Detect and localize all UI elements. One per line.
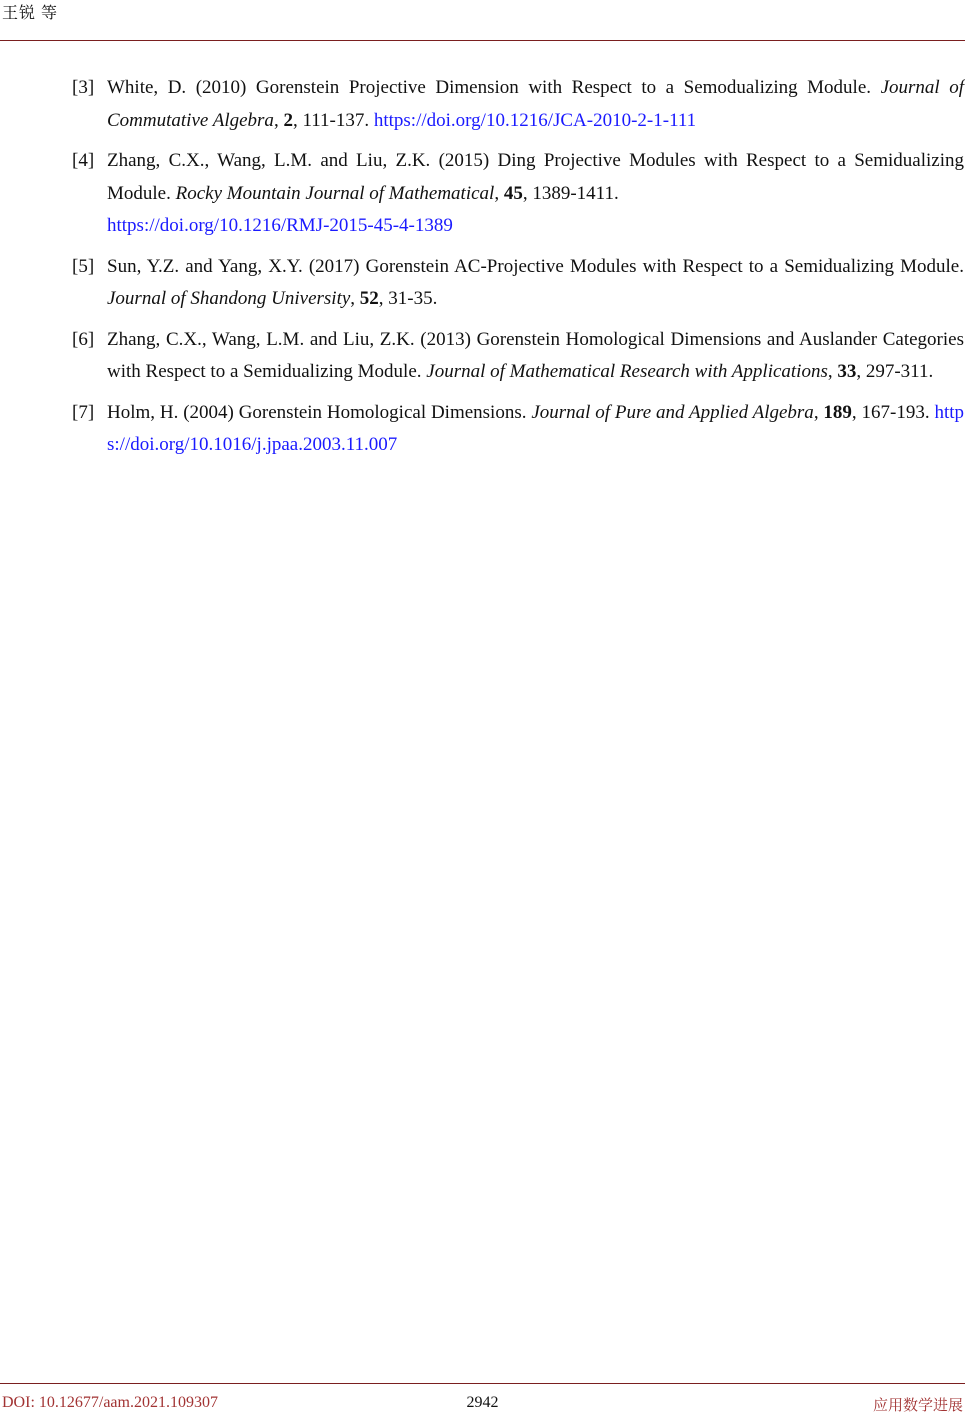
page-header: [0, 0, 965, 41]
footer-doi: DOI: 10.12677/aam.2021.109307: [2, 1394, 218, 1411]
reference-item: [7] Holm, H. (2004) Gorenstein Homological Dimensions. Journal of Pure and Applied Algebra, 189, 167-193. https://doi.org/10.1016/j.jpaa.2003.11.007: [72, 397, 964, 462]
reference-item: [3] White, D. (2010) Gorenstein Projective Dimension with Respect to a Semodualizing Module. Journal of Commutative Algebra, 2, 111-137. https://doi.org/10.1216/JCA-2010-2-1-111: [72, 72, 964, 137]
reference-volume: 45: [503, 182, 523, 204]
page-number: 2942: [466, 1394, 499, 1411]
reference-pages: , 111-137.: [292, 109, 370, 131]
reference-number: [3]: [72, 77, 95, 98]
reference-item: [6] Zhang, C.X., Wang, L.M. and Liu, Z.K. (2013) Gorenstein Homological Dimensions and Auslander Categories with Respect to a Semidualizing Module. Journal of Mathematical Research with Applications, 33, 297-311.: [72, 324, 964, 389]
reference-authors: Zhang, C.X., Wang, L.M. and Liu, Z.K. (2015) Ding Projective Modules with Respect to a Semidualizing Module.: [107, 150, 964, 204]
reference-doi-link[interactable]: https://doi.org/10.1216/JCA-2010-2-1-111: [373, 109, 697, 131]
reference-doi-link[interactable]: https://doi.org/10.1016/j.jpaa.2003.11.007: [107, 401, 965, 455]
reference-volume: 189: [823, 401, 852, 423]
reference-item: [5] Sun, Y.Z. and Yang, X.Y. (2017) Gorenstein AC-Projective Modules with Respect to a Semidualizing Module. Journal of Shandong University, 52, 31-35.: [72, 251, 964, 316]
reference-pages: , 167-193.: [851, 401, 930, 423]
reference-journal: Journal of Shandong University: [107, 288, 351, 309]
footer-journal-name: 应用数学进展: [872, 1396, 963, 1414]
reference-doi-link[interactable]: https://doi.org/10.1216/RMJ-2015-45-4-1389: [107, 215, 453, 236]
reference-journal: Journal of Commutative Algebra: [107, 77, 965, 131]
reference-number: [4]: [72, 150, 95, 171]
reference-volume: 52: [359, 288, 379, 309]
reference-item: [4] Zhang, C.X., Wang, L.M. and Liu, Z.K. (2015) Ding Projective Modules with Respect to a Semidualizing Module. Rocky Mountain Journal of Mathematical, 45, 1389-1411. https://doi.org/10.1216/RMJ-2015-45-4-1389: [72, 145, 964, 243]
reference-volume: 33: [837, 361, 857, 382]
header-authors: 王锐 等: [2, 5, 59, 22]
reference-journal: Journal of Mathematical Research with Applications: [426, 361, 828, 382]
reference-authors: Zhang, C.X., Wang, L.M. and Liu, Z.K. (2013) Gorenstein Homological Dimensions and Auslander Categories with Respect to a Semidualizing Module.: [107, 328, 964, 382]
reference-authors: White, D. (2010) Gorenstein Projective Dimension with Respect to a Semodualizing Module.: [107, 77, 872, 98]
reference-pages: , 1389-1411.: [522, 182, 619, 204]
reference-authors: Holm, H. (2004) Gorenstein Homological Dimensions.: [107, 401, 527, 423]
reference-number: [5]: [72, 255, 95, 277]
reference-pages: , 297-311.: [856, 361, 934, 382]
page-footer: [0, 1383, 965, 1415]
reference-pages: , 31-35.: [378, 288, 438, 309]
reference-authors: Sun, Y.Z. and Yang, X.Y. (2017) Gorenstein AC-Projective Modules with Respect to a Semidualizing Module.: [107, 255, 964, 277]
reference-number: [7]: [72, 401, 95, 423]
reference-volume: 2: [283, 109, 293, 131]
reference-number: [6]: [72, 328, 95, 350]
reference-journal: Rocky Mountain Journal of Mathematical: [175, 182, 495, 204]
reference-list: [72, 72, 964, 470]
reference-journal: Journal of Pure and Applied Algebra: [531, 401, 814, 423]
